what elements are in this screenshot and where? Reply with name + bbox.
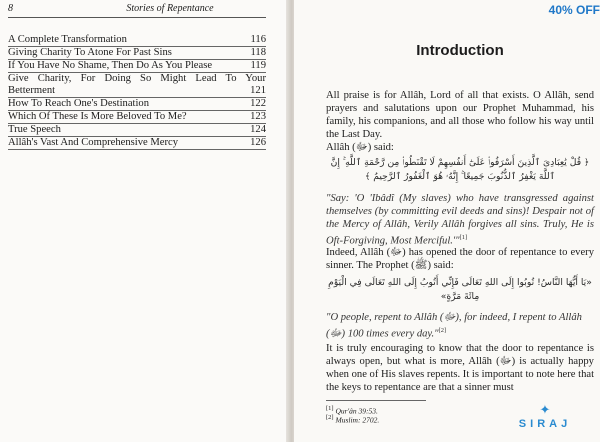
toc-title: A Complete Transformation (8, 34, 127, 45)
toc-title (8, 73, 266, 97)
page-number: 8 (8, 3, 13, 14)
toc-title: How To Reach One's Destination (8, 98, 150, 109)
toc-title-line2: Betterment (8, 85, 56, 96)
arabic-verse: ﴿ قُلْ يَٰعِبَادِىَ ٱلَّذِينَ أَسْرَفُوا۟ عَلَىٰٓ أَنفُسِهِمْ لَا تَقْنَطُوا۟ مِن رَّحْمَةِ ٱللَّهِ ۚ إِنَّ ٱللَّهَ يَغْفِرُ ٱلذُّنُوبَ جَمِيعًا ۚ إِنَّهُۥ هُوَ ٱلْغَفُورُ ٱلرَّحِيمُ ﴾ (330, 157, 590, 182)
verse-translation (326, 192, 594, 248)
star-icon: ✦ (539, 403, 551, 418)
page-title: Introduction (416, 42, 504, 59)
toc-entry (8, 34, 266, 47)
toc-title: If You Have No Shame, Then Do As You Please (8, 60, 213, 71)
footnote-mark: [2] (326, 414, 334, 421)
siraj-watermark (510, 404, 580, 430)
toc-entry (8, 98, 266, 111)
header-rule (8, 17, 266, 18)
toc-entry (8, 47, 266, 60)
table-of-contents (8, 34, 266, 150)
toc-entry (8, 73, 266, 98)
hadith-translation-text: "O people, repent to Allâh (ﷻ), for indeed, I repent to Allâh (ﷻ) 100 times every day." (326, 312, 582, 340)
toc-title: Giving Charity To Atone For Past Sins (8, 47, 172, 58)
left-page (0, 0, 290, 442)
verse-translation-text: "Say: 'O 'Ibâdî (My slaves) who have transgressed against themselves (by committing evil deeds and sins)! Despair not of the Mercy of Allâh, Verily Allâh forgives all sins. Truly, He is Oft-Forgiving, Most Merciful.'" (326, 193, 594, 247)
toc-page: 119 (250, 60, 266, 71)
watermark-text: SIRAJ (518, 418, 572, 430)
footnote-text: Qur'ân 39:53. (335, 406, 378, 416)
footnote (326, 413, 379, 425)
footnote-rule (326, 400, 426, 401)
hadith-translation (326, 311, 594, 341)
toc-page: 126 (250, 137, 266, 148)
toc-entry (8, 60, 266, 73)
toc-title: Allâh's Vast And Comprehensive Mercy (8, 137, 179, 148)
toc-page: 116 (250, 34, 266, 45)
toc-title-line1: Give Charity, For Doing So Might Lead To Your (8, 73, 266, 84)
footnote-mark: [1] (326, 405, 334, 412)
body-paragraph: It is truly encouraging to know that the door to repentance is always open, but what is more, Allâh (ﷻ) is actually happy when one of His slaves repents. It is important to note here that the keys to repentance are that a sinner must (326, 343, 595, 393)
toc-page: 124 (250, 124, 266, 135)
toc-entry (8, 137, 266, 150)
footnote-ref: [1] (459, 234, 468, 241)
intro-paragraph: All praise is for Allâh, Lord of all that exists. O Allâh, send prayers and salutations upon our Prophet Muhammad, his family, his companions, and all those who follow his way until the Last Day. (326, 90, 594, 140)
toc-entry (8, 124, 266, 137)
toc-page: 118 (250, 47, 266, 58)
toc-page: 123 (250, 111, 266, 122)
footnote-ref: [2] (438, 327, 447, 334)
body-paragraph: Indeed, Allâh (ﷻ) has opened the door of repentance to every sinner. The Prophet (ﷺ) said: (326, 247, 594, 271)
toc-page: 121 (250, 85, 266, 96)
running-head: Stories of Repentance (126, 3, 214, 14)
footnote-text: Muslim: 2702. (335, 415, 380, 425)
arabic-hadith: «يَا أَيُّهَا النَّاسُ! تُوبُوا إِلَى اللهِ تَعَالَى فَإِنِّي أَتُوبُ إِلَى اللهِ تَعَالَى فِي الْيَوْمِ مِائَةَ مَرَّةٍ» (328, 277, 592, 302)
toc-title: Which Of These Is More Beloved To Me? (8, 111, 187, 122)
discount-badge: 40% OFF (548, 3, 600, 17)
toc-title: True Speech (8, 124, 61, 135)
allah-said-line: Allâh (ﷻ) said: (326, 142, 394, 153)
toc-entry (8, 111, 266, 124)
toc-page: 122 (250, 98, 266, 109)
